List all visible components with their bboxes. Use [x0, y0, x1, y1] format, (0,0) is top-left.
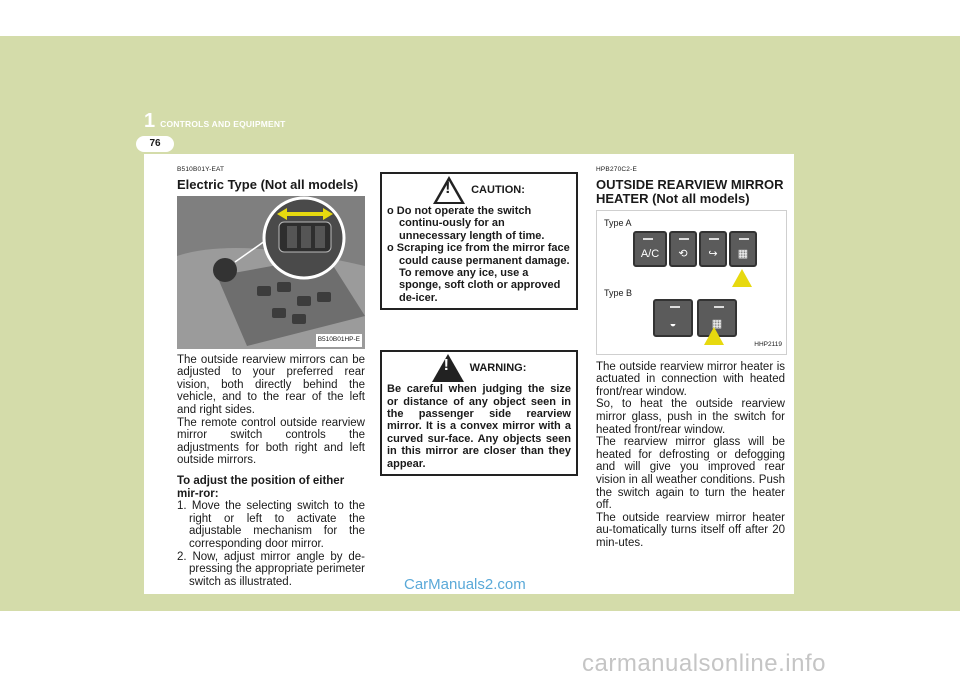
warning-text: Be careful when judging the size or distance of any object seen in the passenger side rearview mirror. It is a convex mirror with a curved sur-face. Any objects seen in this mirror are closer than they appear.: [387, 383, 571, 470]
type-b-label: Type B: [604, 287, 633, 298]
ac-button: [633, 231, 667, 267]
section-title: OUTSIDE REARVIEW MIRROR HEATER (Not all models): [596, 176, 784, 206]
recirculate-button: [669, 231, 697, 267]
front-defrost-button: [653, 299, 693, 337]
heater-paragraph-3: The rearview mirror glass will be heated for defrosting or defogging and will give you improved rear vision in all weather conditions. Push the switch again to turn the heater off.: [596, 436, 785, 512]
warning-header: [387, 356, 571, 380]
door-panel-illustration: [177, 196, 365, 349]
type-a-label: Type A: [604, 217, 632, 228]
page-number: 76: [136, 136, 174, 152]
figure-code: B510B01HP-E: [316, 334, 362, 347]
arrow-up-icon: [732, 269, 752, 287]
heater-paragraph-2: So, to heat the outside rearview mirror glass, push in the switch for heated front/rear window.: [596, 398, 785, 436]
list-item: o Scraping ice from the mirror face could cause permanent damage. To remove any ice, use a sponge, soft cloth or approved de-icer.: [387, 242, 570, 304]
mirror-heater-section: [596, 164, 785, 550]
site-watermark: CarManuals2.com: [404, 576, 526, 593]
adjust-steps: [177, 500, 365, 588]
ac-label: A/C: [640, 248, 660, 260]
rear-defrost-icon: ▦: [711, 318, 723, 330]
list-item: o Do not operate the switch continu-ously for an unnecessary length of time.: [387, 205, 545, 242]
chapter-header: [144, 111, 286, 131]
rear-defrost-button: [729, 231, 757, 267]
heater-switch-figure: [596, 210, 787, 355]
section-code: B510B01Y-EAT: [177, 166, 225, 173]
intro-paragraph-2: The remote control outside rearview mirror switch controls the adjustments for both right and left outside mirrors.: [177, 416, 365, 467]
section-title: Electric Type (Not all models): [177, 176, 359, 192]
footer-watermark: carmanualsonline.info: [582, 650, 826, 677]
caution-items: [387, 205, 571, 304]
heater-paragraph-1: The outside rearview mirror heater is actuated in connection with heated front/rear window.: [596, 360, 785, 398]
arrow-up-icon: [704, 327, 724, 345]
chapter-title: CONTROLS AND EQUIPMENT: [160, 119, 286, 129]
caution-title: CAUTION:: [471, 183, 525, 196]
section-code: HPB270C2-E: [596, 166, 638, 173]
fresh-air-button: [699, 231, 727, 267]
figure-code: HHP2119: [754, 341, 782, 348]
heater-paragraph-4: The outside rearview mirror heater au-tomatically turns itself off after 20 min-utes.: [596, 511, 785, 549]
chapter-number: 1: [144, 110, 156, 132]
adjust-subheading: To adjust the position of either mir-ror:: [177, 474, 345, 500]
recirculate-icon: ⟲: [678, 248, 688, 260]
warning-box: [380, 350, 578, 476]
list-item: 1. Move the selecting switch to the right or left to activate the adjustable mechanism for the corresponding door mirror.: [177, 500, 365, 550]
electric-type-section: [177, 164, 365, 588]
safety-notices: [380, 172, 578, 476]
caution-icon: !: [433, 176, 465, 204]
mirror-switch-figure: [177, 196, 365, 349]
caution-box: [380, 172, 578, 310]
front-defrost-icon: ◒: [669, 318, 677, 330]
rear-defrost-icon: ▦: [737, 248, 749, 260]
fresh-air-icon: ↪: [708, 248, 718, 260]
list-item: 2. Now, adjust mirror angle by de-pressing the appropriate perimeter switch as illustrated.: [177, 550, 365, 588]
warning-icon: !: [432, 354, 464, 382]
caution-header: [387, 178, 571, 202]
intro-paragraph: The outside rearview mirrors can be adjusted to your preferred rear vision, both directly behind the vehicle, and to the rear of the left and right sides.: [177, 353, 365, 416]
warning-title: WARNING:: [469, 362, 527, 375]
